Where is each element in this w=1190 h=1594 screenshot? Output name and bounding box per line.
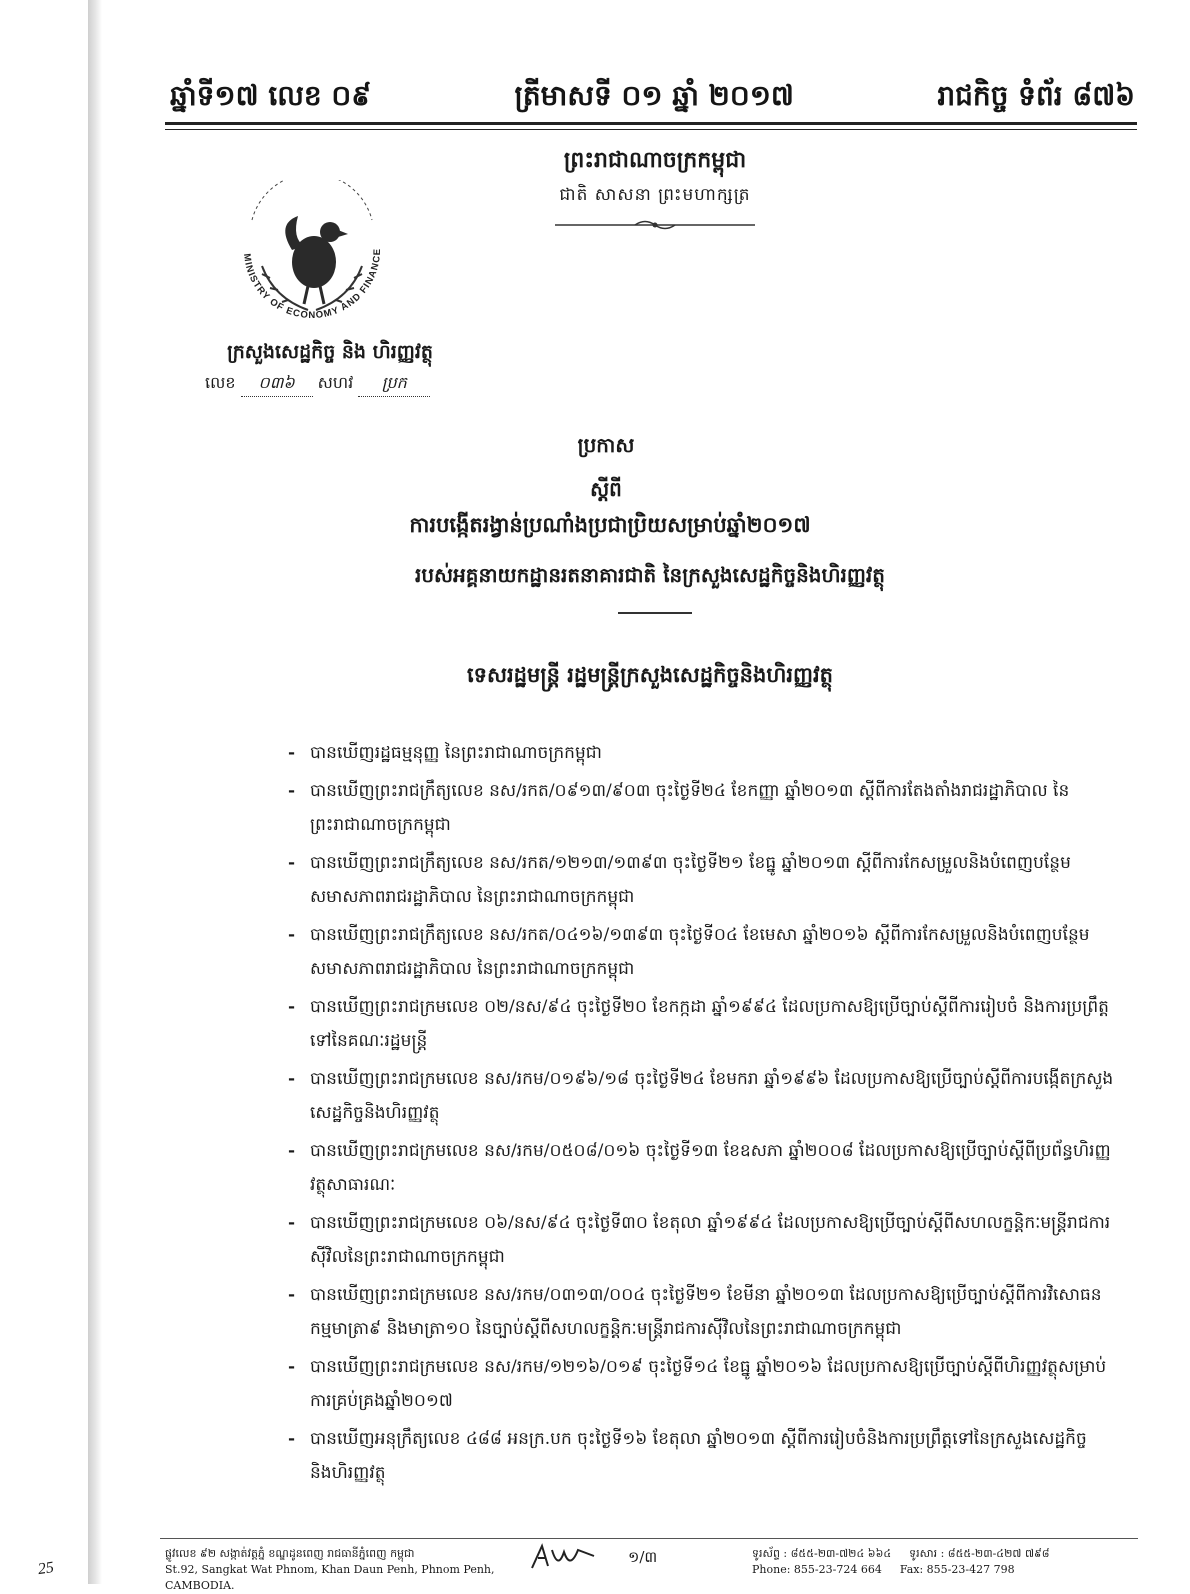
recital-item: - បានឃើញព្រះរាជក្រមលេខ ០៦/នស/៩៤ ចុះថ្ងៃទី៣០ ខែតុលា ឆ្នាំ១៩៩៤ ដែលប្រកាសឱ្យប្រើច្បាប់ស្តីពីសហលក្ខន្តិកៈមន្ត្រីរាជការស៊ីវិលនៃព្រះរាជាណាចក្រកម្ពុជា	[288, 1206, 1118, 1274]
reference-number	[205, 372, 430, 397]
gazette-issue: ឆ្នាំទី១៧ លេខ ០៩	[170, 78, 372, 112]
recital-item: - បានឃើញព្រះរាជក្រឹត្យលេខ នស/រកត/០៤១៦/១៣៩៣ ចុះថ្ងៃទី០៤ ខែមេសា ឆ្នាំ២០១៦ ស្តីពីការកែសម្រួលនិងបំពេញបន្ថែមសមាសភាពរាជរដ្ឋាភិបាល នៃព្រះរាជាណាចក្រកម្ពុជា	[288, 918, 1118, 986]
document-title-line2: របស់អគ្គនាយកដ្ឋានរតនាគារជាតិ នៃក្រសួងសេដ្ឋកិច្ចនិងហិរញ្ញវត្ថុ	[415, 563, 885, 587]
document-title-line1: ការបង្កើតរង្វាន់ប្រណាំងប្រជាប្រិយសម្រាប់ឆ្នាំ២០១៧	[409, 512, 811, 537]
recital-item: - បានឃើញរដ្ឋធម្មនុញ្ញ នៃព្រះរាជាណាចក្រកម្ពុជា	[288, 736, 1118, 770]
footer-address	[165, 1546, 545, 1594]
address-english: St.92, Sangkat Wat Phnom, Khan Daun Penh, Phnom Penh, CAMBODIA.	[165, 1563, 495, 1592]
margin-handwritten-note: 25	[36, 1558, 56, 1579]
national-motto: ជាតិ សាសនា ព្រះមហាក្សត្រ	[559, 185, 751, 205]
page-number: ១/៣	[628, 1548, 658, 1566]
fax-khmer: ទូរសារ : ៨៥៥-២៣-៤២៧ ៧៩៨	[909, 1547, 1050, 1560]
address-khmer: ផ្លូវលេខ ៩២ សង្កាត់វត្តភ្នំ ខណ្ឌដូនពេញ រាជធានីភ្នំពេញ កម្ពុជា	[165, 1547, 415, 1560]
gazette-page: រាជកិច្ច ទំព័រ ៨៧៦	[937, 78, 1135, 112]
document-type: ប្រកាស	[577, 433, 635, 457]
fax-english: Fax: 855-23-427 798	[899, 1563, 1015, 1576]
ministry-seal	[222, 180, 402, 340]
ornament-divider	[555, 218, 755, 232]
gazette-quarter: ត្រីមាសទី ០១ ឆ្នាំ ២០១៧	[514, 78, 794, 112]
recitals-list	[288, 736, 1118, 1494]
recital-item: - បានឃើញព្រះរាជក្រមលេខ ០២/នស/៩៤ ចុះថ្ងៃទី២០ ខែកក្កដា ឆ្នាំ១៩៩៤ ដែលប្រកាសឱ្យប្រើច្បាប់ស្តីពីការរៀបចំ និងការប្រព្រឹត្តទៅនៃគណៈរដ្ឋមន្ត្រី	[288, 990, 1118, 1058]
recital-item: - បានឃើញព្រះរាជក្រមលេខ នស/រកម/០១៩៦/១៨ ចុះថ្ងៃទី២៤ ខែមករា ឆ្នាំ១៩៩៦ ដែលប្រកាសឱ្យប្រើច្បាប់ស្តីពីការបង្កើតក្រសួងសេដ្ឋកិច្ចនិងហិរញ្ញវត្ថុ	[288, 1062, 1118, 1130]
title-rule	[618, 612, 692, 614]
ref-prefix: លេខ	[205, 373, 236, 392]
ministry-name: ក្រសួងសេដ្ឋកិច្ច និង ហិរញ្ញវត្ថុ	[227, 341, 433, 363]
subject-word: ស្តីពី	[590, 477, 622, 501]
header-rule	[165, 122, 1137, 130]
kingdom-title: ព្រះរាជាណាចក្រកម្ពុជា	[563, 147, 747, 173]
gazette-header	[170, 78, 1135, 118]
footer-contact	[752, 1546, 1142, 1578]
recital-item: - បានឃើញព្រះរាជក្រមលេខ នស/រកម/១២១៦/០១៩ ចុះថ្ងៃទី១៤ ខែធ្នូ ឆ្នាំ២០១៦ ដែលប្រកាសឱ្យប្រើច្បាប់ស្តីពីហិរញ្ញវត្ថុសម្រាប់ការគ្រប់គ្រងឆ្នាំ២០១៧	[288, 1350, 1118, 1418]
ref-suffix: សហវ	[317, 373, 354, 392]
recital-item: - បានឃើញព្រះរាជក្រឹត្យលេខ នស/រកត/១២១៣/១៣៩៣ ចុះថ្ងៃទី២១ ខែធ្នូ ឆ្នាំ២០១៣ ស្តីពីការកែសម្រួលនិងបំពេញបន្ថែមសមាសភាពរាជរដ្ឋាភិបាល នៃព្រះរាជាណាចក្រកម្ពុជា	[288, 846, 1118, 914]
recital-item: - បានឃើញព្រះរាជក្រមលេខ នស/រកម/០៣១៣/០០៤ ចុះថ្ងៃទី២១ ខែមីនា ឆ្នាំ២០១៣ ដែលប្រកាសឱ្យប្រើច្បាប់ស្តីពីការវិសោធនកម្មមាត្រា៩ និងមាត្រា១០ នៃច្បាប់ស្តីពីសហលក្ខន្តិកៈមន្ត្រីរាជការស៊ីវិលនៃព្រះរាជាណាចក្រកម្ពុជា	[288, 1278, 1118, 1346]
signature-initials	[528, 1540, 598, 1574]
recital-item: - បានឃើញព្រះរាជក្រឹត្យលេខ នស/រកត/០៩១៣/៩០៣ ចុះថ្ងៃទី២៤ ខែកញ្ញា ឆ្នាំ២០១៣ ស្តីពីការតែងតាំងរាជរដ្ឋាភិបាល នៃព្រះរាជាណាចក្រកម្ពុជា	[288, 774, 1118, 842]
rooster-icon	[285, 216, 348, 304]
ref-number: ០៣៦	[241, 372, 313, 397]
recital-item: - បានឃើញព្រះរាជក្រមលេខ នស/រកម/០៥០៨/០១៦ ចុះថ្ងៃទី១៣ ខែឧសភា ឆ្នាំ២០០៨ ដែលប្រកាសឱ្យប្រើច្បាប់ស្តីពីប្រព័ន្ធហិរញ្ញវត្ថុសាធារណៈ	[288, 1134, 1118, 1202]
seal-english-text: MINISTRY OF ECONOMY AND FINANCE	[240, 247, 384, 322]
footer-rule	[160, 1538, 1138, 1539]
recital-item: - បានឃើញអនុក្រឹត្យលេខ ៤៨៨ អនក្រ.បក ចុះថ្ងៃទី១៦ ខែតុលា ឆ្នាំ២០១៣ ស្តីពីការរៀបចំនិងការប្រព្រឹត្តទៅនៃក្រសួងសេដ្ឋកិច្ចនិងហិរញ្ញវត្ថុ	[288, 1422, 1118, 1490]
phone-khmer: ទូរស័ព្ទ : ៨៥៥-២៣-៧២៤ ៦៦៤	[752, 1547, 892, 1560]
issuer-title: ទេសរដ្ឋមន្ត្រី រដ្ឋមន្ត្រីក្រសួងសេដ្ឋកិច្ចនិងហិរញ្ញវត្ថុ	[467, 662, 833, 687]
ref-code: ប្រក	[358, 372, 430, 397]
scan-edge	[88, 0, 102, 1584]
phone-english: Phone: 855-23-724 664	[752, 1563, 882, 1576]
